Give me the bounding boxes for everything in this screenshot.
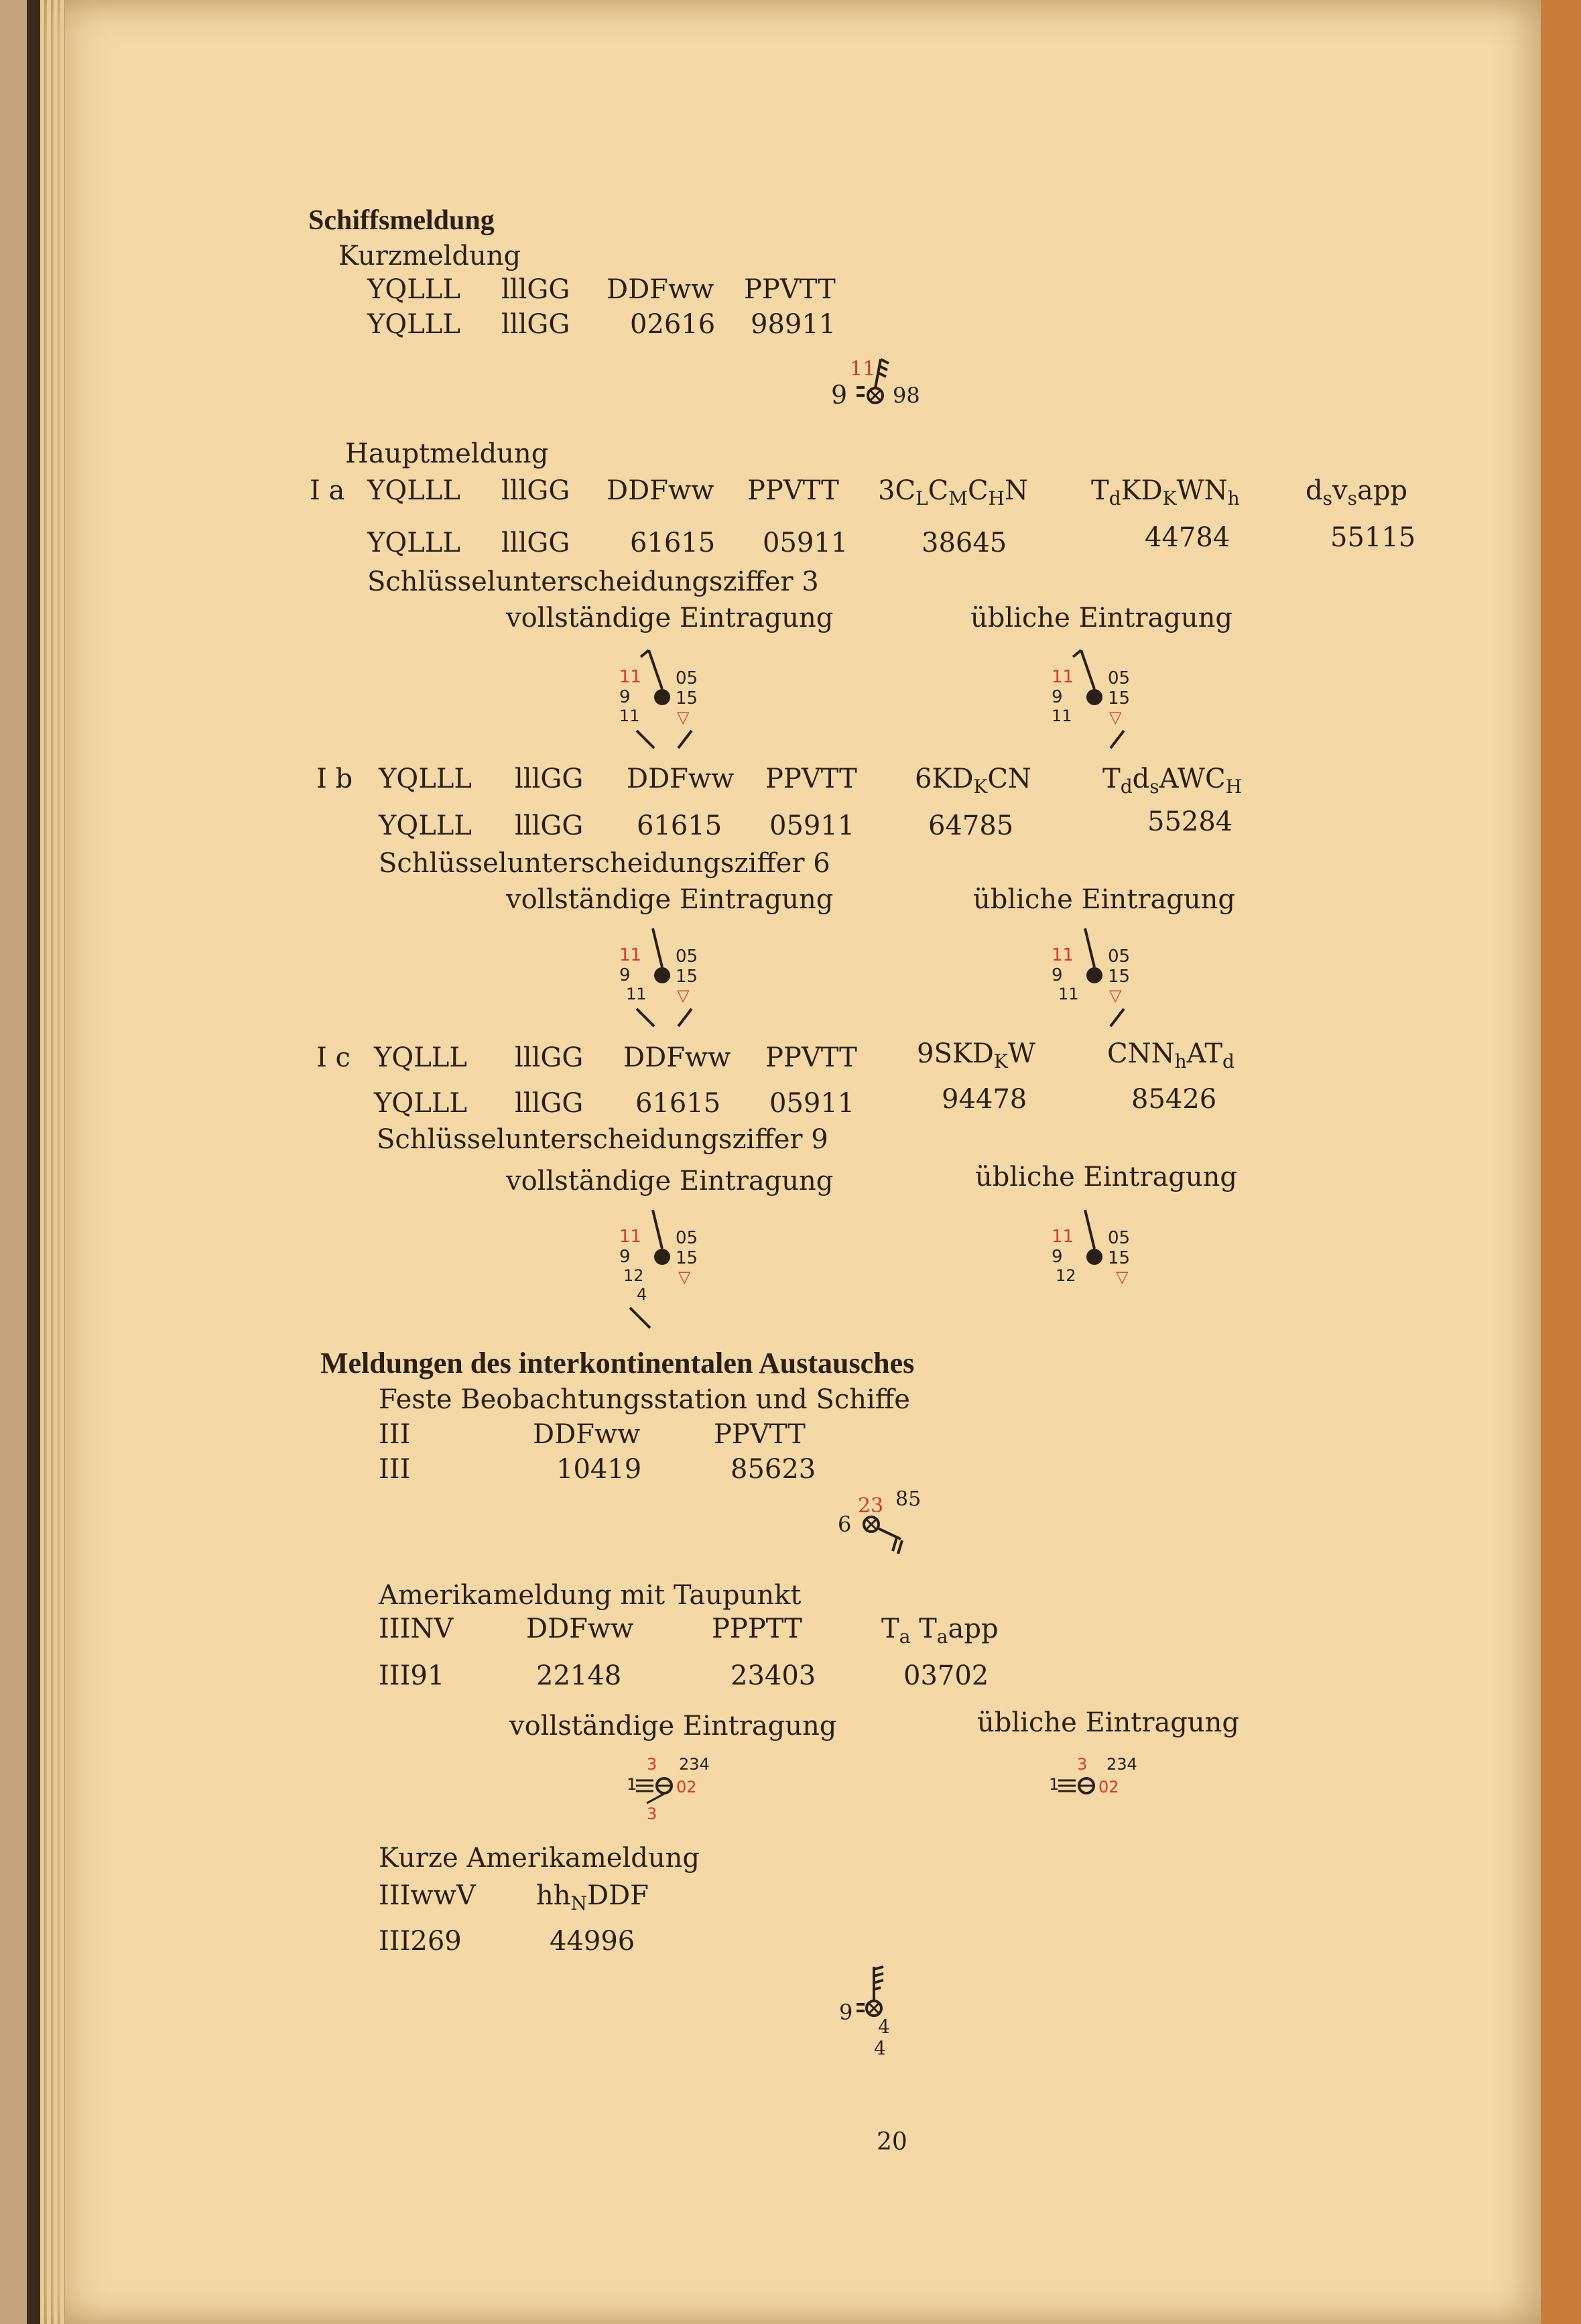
station-model-icon — [1049, 644, 1143, 751]
svg-text:4: 4 — [637, 1285, 647, 1304]
svg-text:3: 3 — [647, 1755, 657, 1774]
value: 38645 — [922, 528, 1007, 558]
code: $T_dKD_KWN_h$ — [1091, 475, 1240, 509]
value: 55115 — [1330, 522, 1416, 553]
book-page — [40, 0, 1541, 2324]
svg-text:1: 1 — [1049, 1775, 1060, 1794]
code: IIINV — [379, 1613, 454, 1644]
code: YQLLL — [367, 309, 460, 340]
value: 61615 — [630, 528, 716, 558]
station-model-icon — [627, 1750, 727, 1823]
value: 10419 — [556, 1454, 642, 1485]
key-digit-label: Schlüsselunterscheidungsziffer 9 — [377, 1124, 828, 1155]
code: PPVTT — [747, 475, 839, 506]
symbol-label: 98 — [893, 383, 920, 408]
book-edge-left — [0, 0, 27, 2324]
value: 85623 — [731, 1454, 816, 1485]
code: lllGG — [501, 528, 570, 558]
row-tag: I c — [316, 1042, 351, 1073]
code: PPVTT — [765, 763, 857, 794]
code: DDFww — [607, 274, 714, 305]
station-model-symbol — [838, 1489, 932, 1556]
svg-text:▽: ▽ — [1116, 1268, 1129, 1286]
code: III269 — [379, 1926, 462, 1957]
code: $T_a$ $T_aapp$ — [881, 1613, 999, 1648]
svg-text:02: 02 — [1098, 1778, 1119, 1796]
svg-text:05: 05 — [676, 946, 698, 967]
svg-text:234: 234 — [679, 1755, 710, 1774]
station-model-icon — [1049, 922, 1143, 1029]
code: YQLLL — [379, 763, 472, 794]
svg-text:▽: ▽ — [1109, 708, 1122, 727]
caption: übliche Eintragung — [970, 603, 1233, 633]
code: IIIwwV — [379, 1880, 476, 1911]
svg-text:▽: ▽ — [1109, 986, 1122, 1005]
caption: übliche Eintragung — [975, 1162, 1238, 1192]
subheading: Feste Beobachtungsstation und Schiffe — [379, 1384, 910, 1415]
svg-text:15: 15 — [1108, 967, 1131, 987]
svg-text:3: 3 — [1077, 1755, 1088, 1774]
svg-text:15: 15 — [676, 967, 698, 987]
svg-text:11: 11 — [619, 707, 640, 725]
code: DDFww — [533, 1419, 641, 1450]
svg-text:05: 05 — [676, 1228, 698, 1248]
code: YQLLL — [367, 274, 460, 305]
station-model-icon — [617, 644, 710, 751]
subheading: Kurze Amerikameldung — [379, 1843, 700, 1874]
value: 64785 — [928, 810, 1014, 841]
symbol-label: 6 — [838, 1512, 852, 1537]
code: $9SKD_KW$ — [917, 1038, 1035, 1073]
subheading: Amerikameldung mit Taupunkt — [379, 1580, 802, 1611]
svg-text:05: 05 — [676, 668, 698, 688]
caption: vollständige Eintragung — [506, 1166, 834, 1197]
value: 61615 — [635, 1088, 721, 1119]
caption: vollständige Eintragung — [506, 603, 834, 633]
station-circle-icon — [850, 355, 890, 416]
svg-text:15: 15 — [676, 1248, 698, 1268]
svg-text:02: 02 — [676, 1778, 697, 1796]
code: YQLLL — [374, 1088, 467, 1119]
code: III91 — [379, 1660, 445, 1691]
value: 44996 — [550, 1926, 635, 1957]
symbol-label: 4 — [878, 2016, 890, 2038]
svg-text:11: 11 — [1052, 707, 1072, 725]
svg-text:11: 11 — [1052, 667, 1074, 687]
value: 23403 — [731, 1660, 816, 1691]
code: lllGG — [501, 475, 570, 506]
svg-text:12: 12 — [1056, 1266, 1076, 1285]
code: lllGG — [515, 1088, 584, 1119]
value: 05911 — [769, 1088, 855, 1119]
svg-text:05: 05 — [1108, 1228, 1131, 1248]
page-edge — [54, 0, 58, 2324]
svg-text:9: 9 — [619, 1247, 631, 1267]
station-circle-icon — [852, 1510, 913, 1556]
value: 22148 — [536, 1660, 622, 1691]
value: 05911 — [769, 810, 855, 841]
svg-text:11: 11 — [619, 945, 642, 965]
subheading: Kurzmeldung — [338, 241, 521, 271]
code: PPPTT — [712, 1613, 802, 1644]
svg-text:11: 11 — [1052, 945, 1074, 965]
svg-text:▽: ▽ — [678, 1268, 691, 1286]
value: 94478 — [942, 1084, 1027, 1115]
svg-text:234: 234 — [1106, 1755, 1137, 1774]
page-number: 20 — [877, 2128, 907, 2156]
value: 55284 — [1147, 806, 1233, 837]
row-tag: I b — [316, 763, 353, 794]
code: lllGG — [515, 1042, 584, 1073]
code: YQLLL — [374, 1042, 467, 1073]
svg-text:9: 9 — [1052, 1247, 1063, 1267]
page-edge — [47, 0, 52, 2324]
svg-text:1: 1 — [627, 1775, 637, 1794]
code: YQLLL — [367, 528, 460, 558]
value: 61615 — [637, 810, 722, 841]
code: $T_dd_sAWC_H$ — [1102, 763, 1243, 798]
code: lllGG — [515, 810, 584, 841]
svg-text:▽: ▽ — [677, 986, 690, 1005]
code: lllGG — [501, 274, 570, 305]
code: YQLLL — [379, 810, 472, 841]
section-title: Schiffsmeldung — [308, 205, 495, 236]
value: 05911 — [763, 528, 848, 558]
svg-text:9: 9 — [619, 965, 631, 985]
svg-text:11: 11 — [1058, 985, 1079, 1003]
symbol-label-red: 23 — [858, 1494, 884, 1518]
value: 85426 — [1131, 1084, 1217, 1115]
code: DDFww — [607, 475, 714, 506]
symbol-label: 9 — [831, 380, 848, 410]
svg-text:9: 9 — [1052, 687, 1063, 707]
code: $d_sv_sapp$ — [1306, 475, 1408, 509]
symbol-label: 85 — [895, 1487, 922, 1511]
code: $CNN_hAT_d$ — [1107, 1038, 1235, 1073]
svg-text:11: 11 — [1052, 1227, 1074, 1247]
code: DDFww — [623, 1042, 731, 1073]
subheading: Hauptmeldung — [345, 438, 549, 469]
svg-text:11: 11 — [619, 1227, 642, 1247]
station-model-icon — [1049, 1750, 1149, 1810]
svg-text:12: 12 — [623, 1266, 644, 1285]
code: III — [379, 1419, 411, 1450]
value: 02616 — [630, 309, 716, 340]
svg-text:15: 15 — [676, 688, 698, 709]
svg-text:15: 15 — [1108, 688, 1131, 709]
code: PPVTT — [765, 1042, 857, 1073]
code: lllGG — [515, 763, 584, 794]
code: lllGG — [501, 309, 570, 340]
svg-text:9: 9 — [1052, 965, 1063, 985]
station-model-icon — [617, 1203, 710, 1331]
svg-text:11: 11 — [626, 985, 647, 1003]
value: 03702 — [903, 1660, 989, 1691]
code: $hh_NDDF$ — [536, 1880, 649, 1914]
code: $6KD_KCN$ — [915, 763, 1031, 798]
book-edge-right — [1541, 0, 1581, 2324]
caption: vollständige Eintragung — [509, 1711, 837, 1741]
row-tag: I a — [310, 475, 345, 506]
key-digit-label: Schlüsselunterscheidungsziffer 3 — [367, 566, 819, 597]
svg-text:15: 15 — [1108, 1248, 1131, 1268]
caption: übliche Eintragung — [973, 884, 1236, 915]
page-edge — [60, 0, 65, 2324]
section-title: Meldungen des interkontinentalen Austausches — [320, 1347, 915, 1380]
code: III — [379, 1454, 411, 1485]
svg-text:05: 05 — [1108, 946, 1131, 967]
code: PPVTT — [744, 274, 836, 305]
symbol-label-red: 11 — [850, 357, 876, 381]
station-model-symbol — [831, 355, 925, 416]
symbol-label: 4 — [874, 2037, 886, 2059]
station-model-icon — [617, 922, 710, 1029]
code: DDFww — [526, 1613, 634, 1644]
code: PPVTT — [714, 1419, 806, 1450]
key-digit-label: Schlüsselunterscheidungsziffer 6 — [379, 848, 830, 879]
svg-text:05: 05 — [1108, 668, 1131, 688]
svg-text:3: 3 — [647, 1805, 657, 1823]
svg-text:▽: ▽ — [677, 708, 690, 727]
symbol-label: 9 — [839, 2000, 853, 2025]
caption: vollständige Eintragung — [506, 884, 834, 915]
value: 98911 — [751, 309, 836, 340]
page-edge — [40, 0, 45, 2324]
code: YQLLL — [367, 475, 460, 506]
station-model-icon — [1049, 1203, 1143, 1290]
svg-text:11: 11 — [619, 667, 642, 687]
code: $3C_LC_MC_HN$ — [878, 475, 1028, 509]
svg-text:9: 9 — [619, 687, 631, 707]
caption: übliche Eintragung — [977, 1707, 1240, 1738]
value: 44784 — [1145, 522, 1230, 553]
code: DDFww — [627, 763, 735, 794]
station-model-symbol — [839, 1964, 920, 2065]
